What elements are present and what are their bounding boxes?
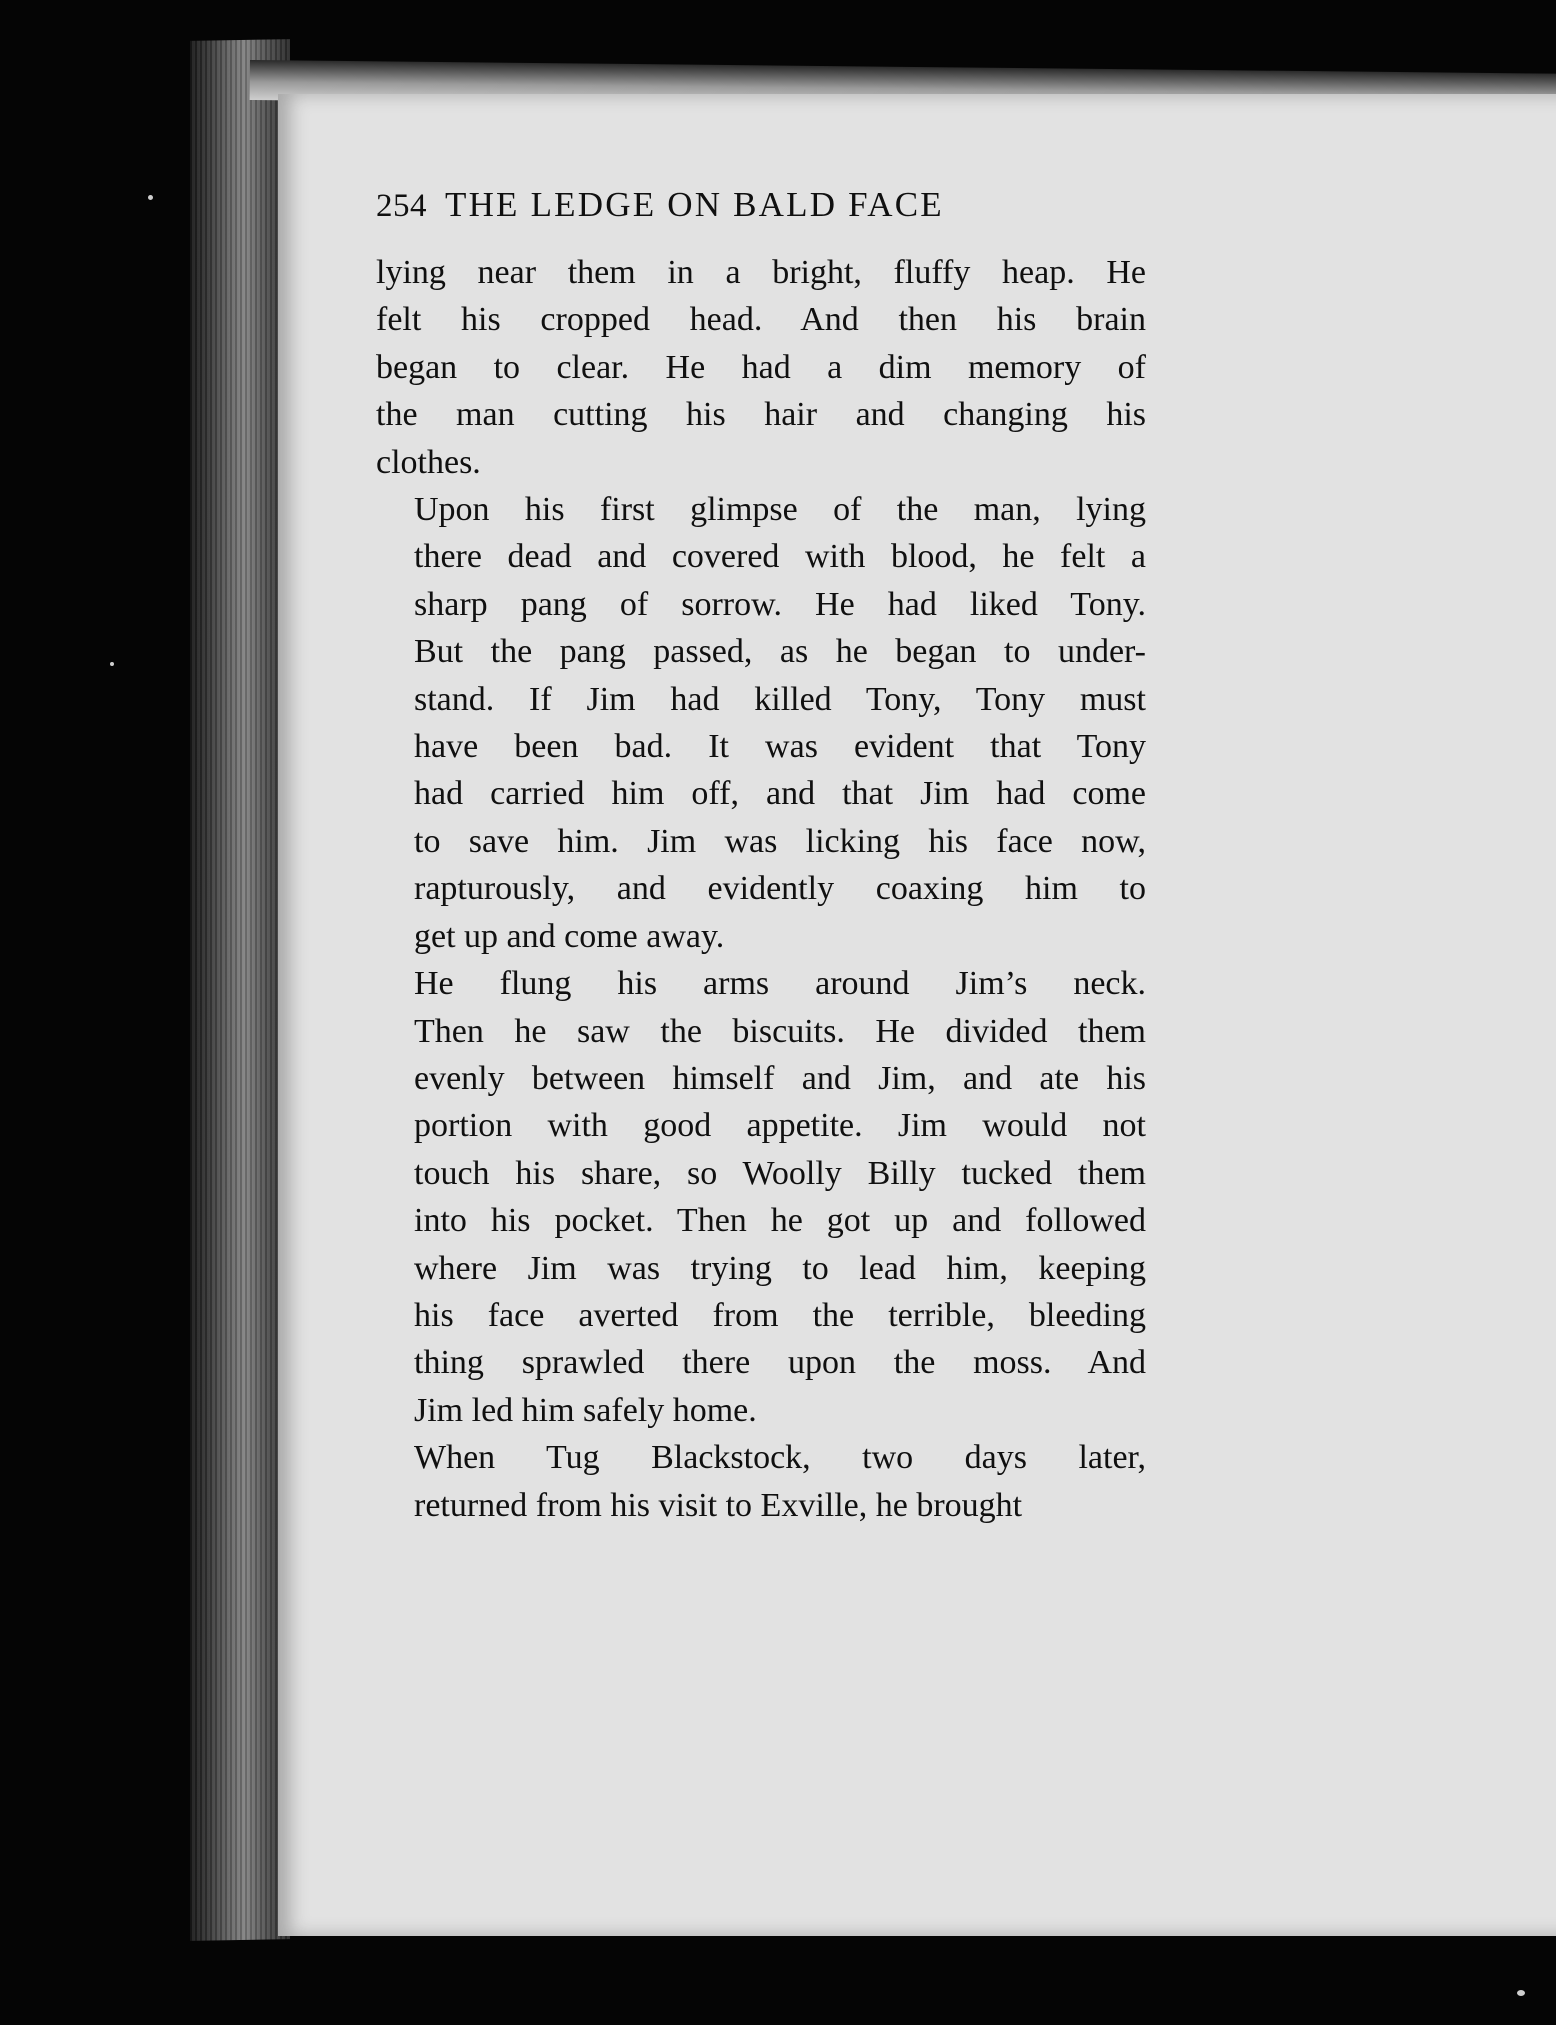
page-text	[376, 180, 1146, 1529]
running-title: THE LEDGE ON BALD FACE	[445, 185, 944, 224]
text-line: get up and come away.	[414, 917, 725, 955]
text-line: there dead and covered with blood, he felt a	[414, 538, 1146, 576]
paragraph	[376, 1434, 1146, 1529]
text-line: the man cutting his hair and changing his	[376, 396, 1146, 434]
dust-speck	[110, 662, 114, 666]
text-line: But the pang passed, as he began to under-	[414, 633, 1146, 671]
text-line: Then he saw the biscuits. He divided them	[414, 1012, 1146, 1050]
text-line: rapturously, and evidently coaxing him to	[414, 870, 1146, 908]
text-line: lying near them in a bright, fluffy heap. He	[376, 254, 1146, 291]
text-line: into his pocket. Then he got up and followed	[414, 1202, 1146, 1240]
text-line: touch his share, so Woolly Billy tucked them	[414, 1154, 1146, 1192]
text-line: had carried him off, and that Jim had come	[414, 775, 1146, 813]
text-line: Jim led him safely home.	[414, 1391, 757, 1429]
text-line: Upon his first glimpse of the man, lying	[414, 491, 1146, 529]
text-line: returned from his visit to Exville, he brought	[414, 1486, 1023, 1524]
text-line: evenly between himself and Jim, and ate his	[414, 1059, 1146, 1097]
page-number: 254	[376, 188, 427, 224]
text-line: felt his cropped head. And then his brain	[376, 301, 1146, 339]
text-line: portion with good appetite. Jim would not	[414, 1107, 1146, 1145]
text-line: He flung his arms around Jim’s neck.	[414, 965, 1146, 1003]
text-line: stand. If Jim had killed Tony, Tony must	[414, 680, 1146, 718]
text-line: to save him. Jim was licking his face now,	[414, 822, 1146, 860]
paragraph	[376, 960, 1146, 1434]
text-line: his face averted from the terrible, bleeding	[414, 1296, 1146, 1334]
book-binding-edge	[190, 39, 290, 1941]
text-line: have been bad. It was evident that Tony	[414, 728, 1146, 766]
text-line: clothes.	[376, 443, 481, 481]
text-line: began to clear. He had a dim memory of	[376, 348, 1146, 386]
dust-speck	[1517, 1990, 1525, 1996]
text-line: When Tug Blackstock, two days later,	[414, 1439, 1146, 1477]
paragraph	[376, 486, 1146, 960]
paragraph	[376, 249, 1146, 486]
text-line: where Jim was trying to lead him, keeping	[414, 1249, 1146, 1287]
dust-speck	[148, 195, 153, 200]
body-paragraphs	[376, 249, 1146, 1529]
text-line: thing sprawled there upon the moss. And	[414, 1344, 1146, 1382]
text-line: sharp pang of sorrow. He had liked Tony.	[414, 585, 1146, 623]
running-head	[376, 180, 1146, 231]
